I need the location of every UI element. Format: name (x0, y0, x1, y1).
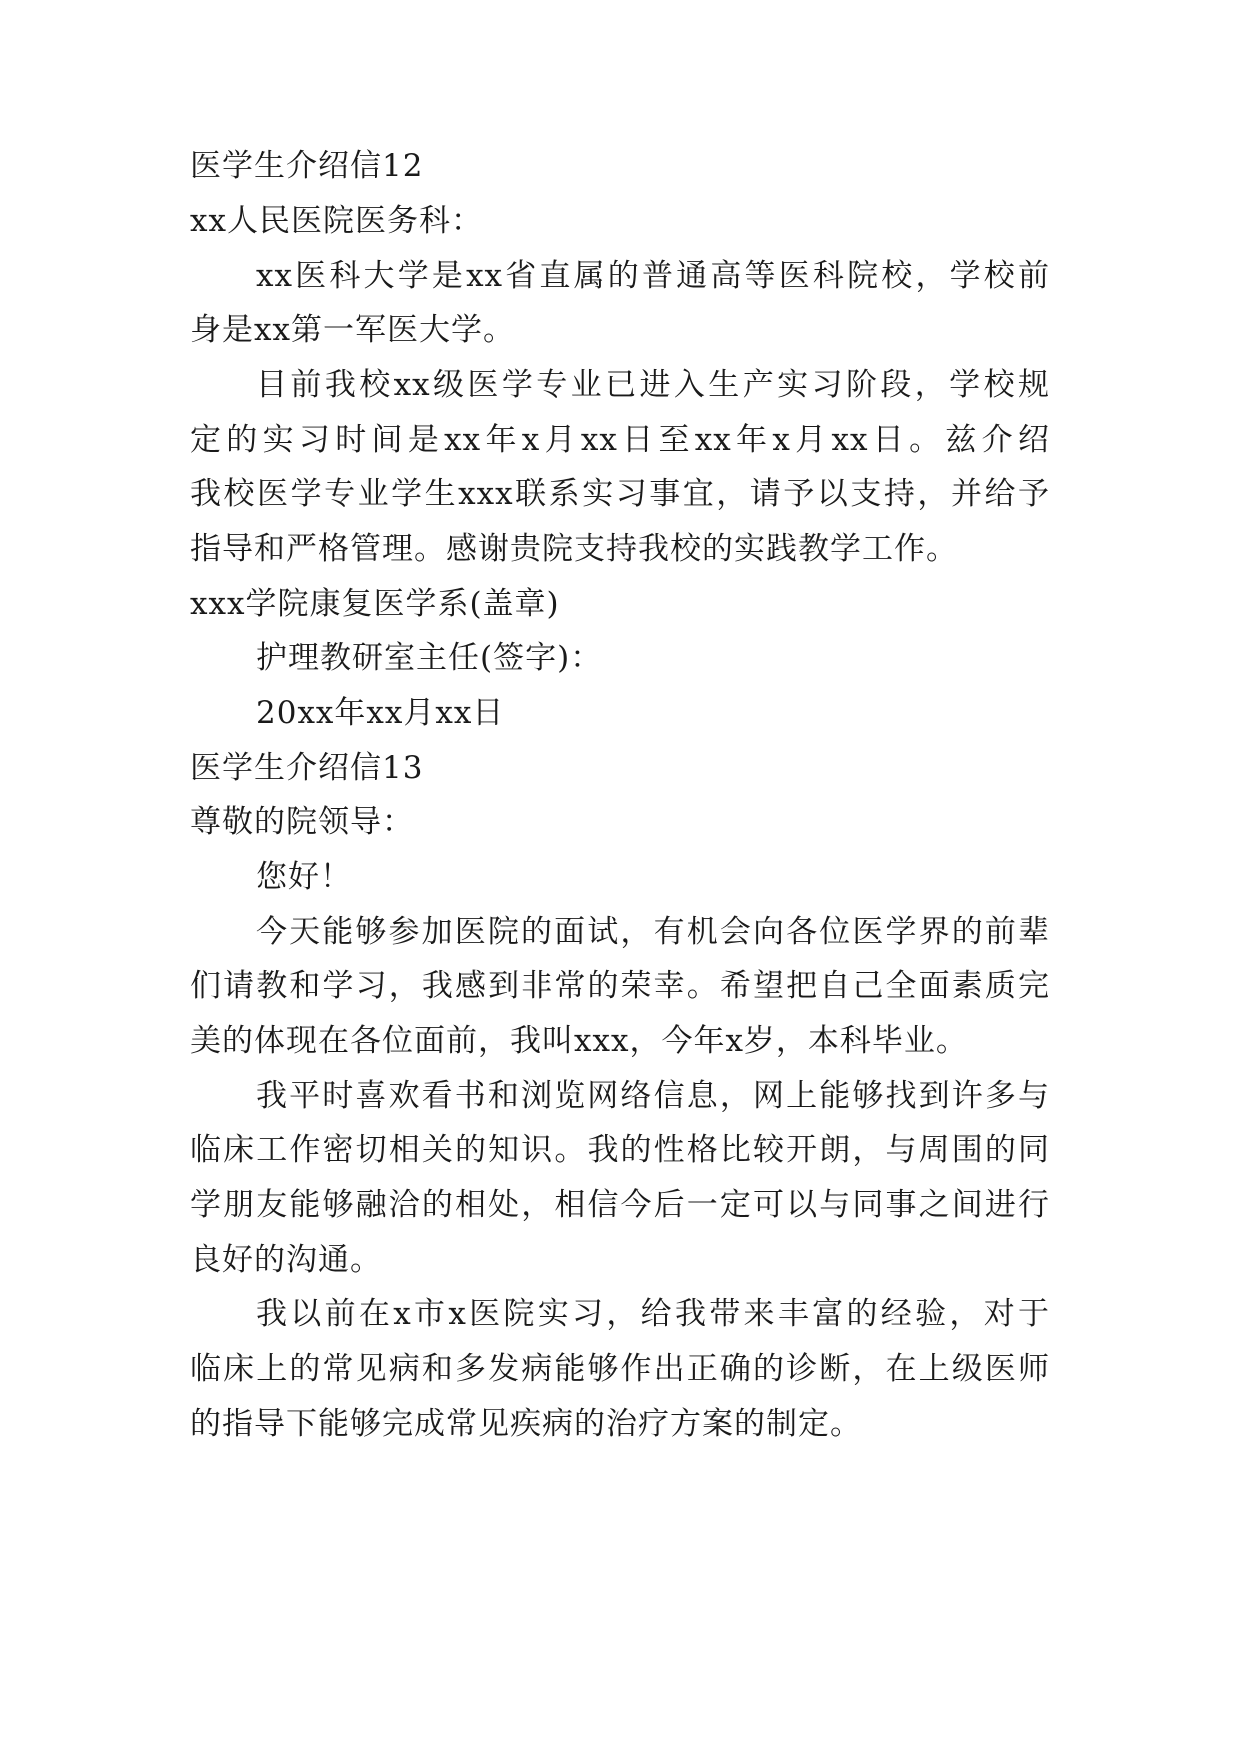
letter12-p2-line2: 定的实习时间是xx年x月xx日至xx年x月xx日。兹介绍 (190, 422, 1050, 458)
letter12-signature: 护理教研室主任(签字)： (256, 640, 603, 676)
letter13-p3-line2: 临床上的常见病和多发病能够作出正确的诊断，在上级医师 (190, 1351, 1050, 1387)
letter13-p1-line2: 们请教和学习，我感到非常的荣幸。希望把自己全面素质完 (190, 968, 1050, 1004)
letter12-p1-line1: xx医科大学是xx省直属的普通高等医科院校，学校前 (256, 258, 1050, 294)
letter13-p1-line1: 今天能够参加医院的面试，有机会向各位医学界的前辈 (256, 914, 1050, 950)
letter12-p2-line4: 指导和严格管理。感谢贵院支持我校的实践教学工作。 (190, 531, 958, 567)
letter12-date: 20xx年xx月xx日 (256, 695, 505, 731)
letter13-p2-line2: 临床工作密切相关的知识。我的性格比较开朗，与周围的同 (190, 1132, 1050, 1168)
letter13-title: 医学生介绍信13 (190, 750, 424, 786)
letter13-p3-line3: 的指导下能够完成常见疾病的治疗方案的制定。 (190, 1406, 862, 1442)
letter12-p2-line1: 目前我校xx级医学专业已进入生产实习阶段，学校规 (256, 367, 1050, 403)
letter13-p3-line1: 我以前在x市x医院实习，给我带来丰富的经验，对于 (256, 1296, 1050, 1332)
letter13-p1-line3: 美的体现在各位面前，我叫xxx，今年x岁，本科毕业。 (190, 1023, 968, 1059)
letter13-p2-line4: 良好的沟通。 (190, 1242, 382, 1278)
letter12-p1-line2: 身是xx第一军医大学。 (190, 312, 515, 348)
letter12-seal: xxx学院康复医学系(盖章) (190, 586, 560, 622)
letter12-recipient: xx人民医院医务科： (190, 203, 483, 239)
letter13-greeting: 您好！ (256, 859, 352, 895)
letter13-p2-line1: 我平时喜欢看书和浏览网络信息，网上能够找到许多与 (256, 1078, 1050, 1114)
letter13-salutation: 尊敬的院领导： (190, 804, 414, 840)
letter12-title: 医学生介绍信12 (190, 148, 424, 184)
letter13-p2-line3: 学朋友能够融洽的相处，相信今后一定可以与同事之间进行 (190, 1187, 1050, 1223)
letter12-p2-line3: 我校医学专业学生xxx联系实习事宜，请予以支持，并给予 (190, 476, 1050, 512)
